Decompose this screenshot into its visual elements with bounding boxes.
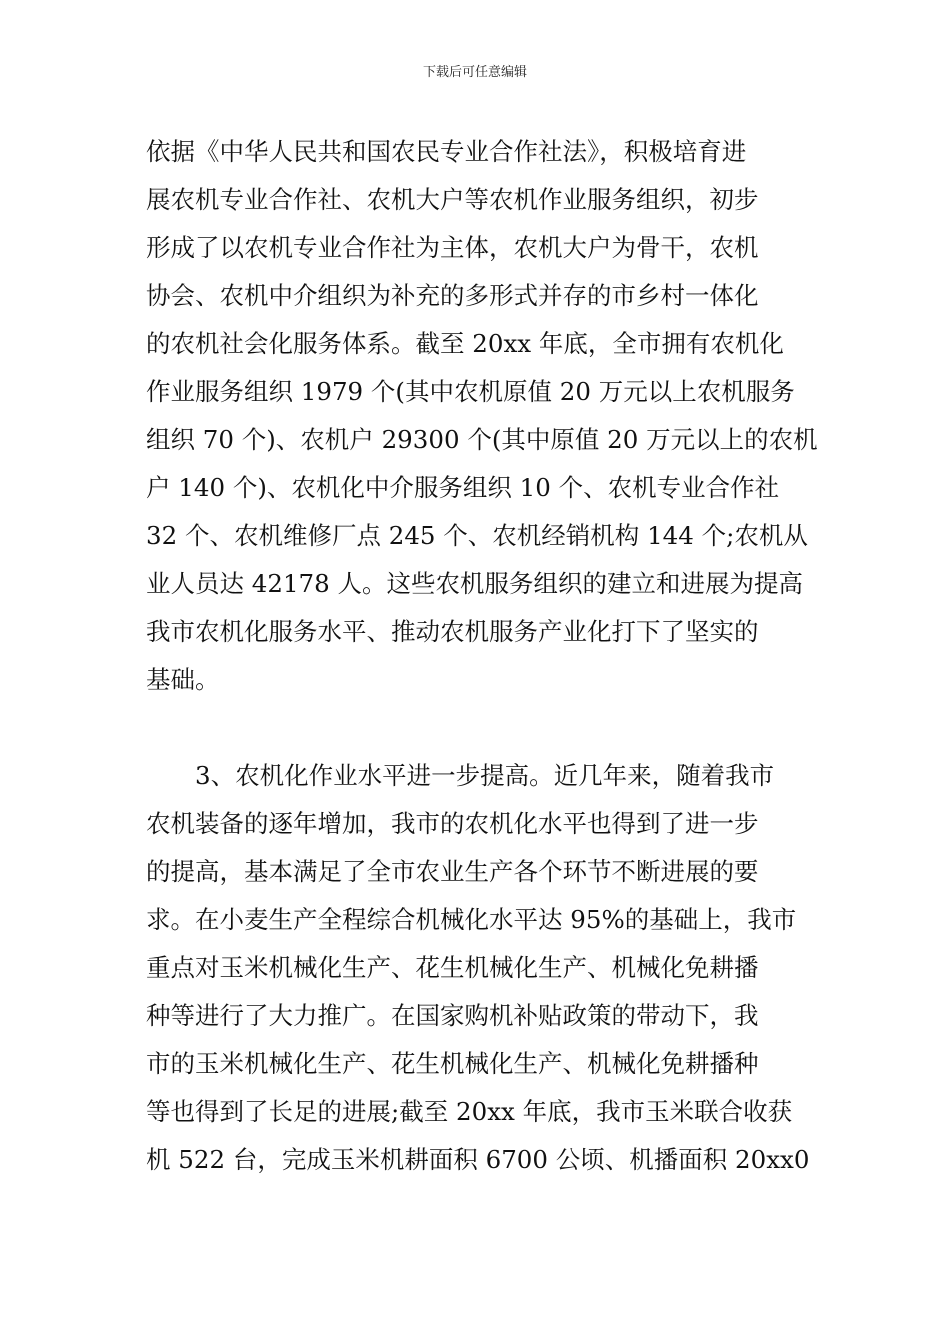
- text-line: 3、农机化作业水平进一步提高。近几年来，随着我市: [195, 761, 775, 790]
- paragraph-mechanization-level: [146, 752, 826, 1184]
- text-line: 市的玉米机械化生产、花生机械化生产、机械化免耕播种: [146, 1049, 759, 1078]
- text-line: 的农机社会化服务体系。截至 20xx 年底，全市拥有农机化: [146, 329, 784, 358]
- text-line: 农机装备的逐年增加，我市的农机化水平也得到了进一步: [146, 809, 759, 838]
- text-line: 等也得到了长足的进展;截至 20xx 年底，我市玉米联合收获: [146, 1097, 793, 1126]
- text-line: 协会、农机中介组织为补充的多形式并存的市乡村一体化: [146, 281, 759, 310]
- text-line: 业人员达 42178 人。这些农机服务组织的建立和进展为提高: [146, 569, 804, 598]
- text-line: 形成了以农机专业合作社为主体，农机大户为骨干，农机: [146, 233, 759, 262]
- paragraph-agri-service-organizations: [146, 128, 826, 704]
- text-line: 我市农机化服务水平、推动农机服务产业化打下了坚实的: [146, 617, 759, 646]
- text-line: 32 个、农机维修厂点 245 个、农机经销机构 144 个;农机从: [146, 521, 808, 550]
- text-line: 求。在小麦生产全程综合机械化水平达 95%的基础上，我市: [146, 905, 797, 934]
- text-line: 重点对玉米机械化生产、花生机械化生产、机械化免耕播: [146, 953, 759, 982]
- text-line: 户 140 个)、农机化中介服务组织 10 个、农机专业合作社: [146, 473, 780, 502]
- text-line: 机 522 台，完成玉米机耕面积 6700 公顷、机播面积 20xx0: [146, 1145, 810, 1174]
- text-line: 的提高，基本满足了全市农业生产各个环节不断进展的要: [146, 857, 759, 886]
- text-line: 组织 70 个)、农机户 29300 个(其中原值 20 万元以上的农机: [146, 425, 818, 454]
- text-line: 展农机专业合作社、农机大户等农机作业服务组织，初步: [146, 185, 759, 214]
- text-line: 依据《中华人民共和国农民专业合作社法》，积极培育进: [146, 137, 747, 166]
- text-line: 种等进行了大力推广。在国家购机补贴政策的带动下，我: [146, 1001, 759, 1030]
- page-header: 下载后可任意编辑: [422, 65, 527, 80]
- text-line: 基础。: [146, 665, 220, 694]
- text-line: 作业服务组织 1979 个(其中农机原值 20 万元以上农机服务: [146, 377, 795, 406]
